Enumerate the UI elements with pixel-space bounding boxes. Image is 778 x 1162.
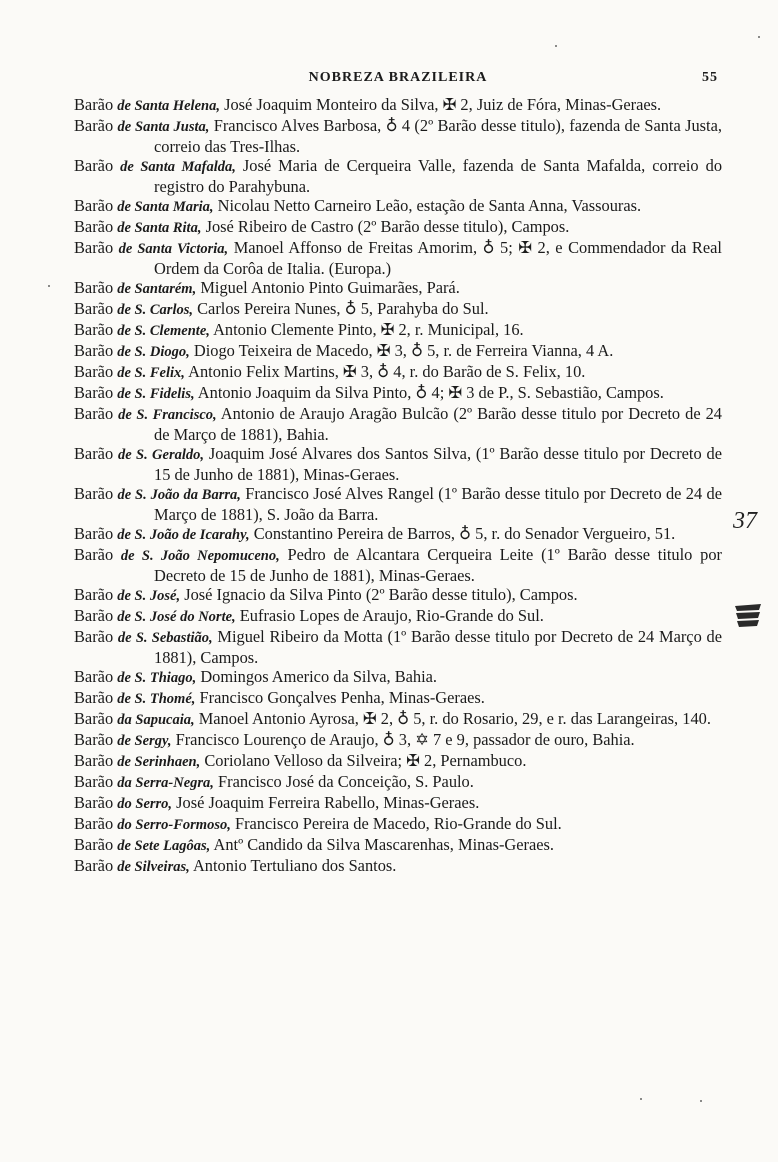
entry: Barão de Santarém, Miguel Antonio Pinto Guimarães, Pará. <box>74 278 460 297</box>
entry: Barão de S. Diogo, Diogo Teixeira de Macedo, ✠ 3, ♁ 5, r. de Ferreira Vianna, 4 A. <box>74 341 614 360</box>
paper-speck <box>640 1098 642 1100</box>
entry: Barão de Santa Mafalda, José Maria de Cerqueira Valle, fazenda de Santa Mafalda, correio do registro do Parahybuna. <box>74 156 723 196</box>
entry: Barão de S. Clemente, Antonio Clemente Pinto, ✠ 2, r. Municipal, 16. <box>74 320 524 339</box>
entry: Barão da Serra-Negra, Francisco José da Conceição, S. Paulo. <box>74 772 474 791</box>
entry: Barão do Serro-Formoso, Francisco Pereira de Macedo, Rio-Grande do Sul. <box>74 814 562 833</box>
entry: Barão de S. João de Icarahy, Constantino Pereira de Barros, ♁ 5, r. do Senador Vergueiro, 51. <box>74 524 676 543</box>
entry: Barão do Serro, José Joaquim Ferreira Rabello, Minas-Geraes. <box>74 793 480 812</box>
entry: Barão de Sete Lagôas, Antº Candido da Silva Mascarenhas, Minas-Geraes. <box>74 835 555 854</box>
entry: Barão de S. Geraldo, Joaquim José Alvares dos Santos Silva, (1º Barão desse titulo por Decreto de 15 de Junho de 1881), Minas-Geraes. <box>74 444 722 484</box>
entry: Barão de Santa Victoria, Manoel Affonso de Freitas Amorim, ♁ 5; ✠ 2, e Commendador da Real Ordem da Corôa de Italia. (Europa.) <box>74 238 722 278</box>
entry: Barão de S. Thomé, Francisco Gonçalves Penha, Minas-Geraes. <box>74 688 485 707</box>
entry: Barão de S. João Nepomuceno, Pedro de Alcantara Cerqueira Leite (1º Barão desse titulo por Decreto de 15 de Junho de 1881), Minas-Geraes. <box>74 545 722 585</box>
entry: Barão de Santa Helena, José Joaquim Monteiro da Silva, ✠ 2, Juiz de Fóra, Minas-Geraes. <box>74 95 662 114</box>
entry: Barão de Silveiras, Antonio Tertuliano dos Santos. <box>74 856 397 875</box>
entry: Barão de S. Sebastião, Miguel Ribeiro da Motta (1º Barão desse titulo por Decreto de 24 Março de 1881), Campos. <box>74 627 722 667</box>
handwritten-margin-note: 37 <box>733 508 757 534</box>
paper-speck <box>48 285 50 287</box>
entry: Barão de S. Francisco, Antonio de Araujo Aragão Bulcão (2º Barão desse titulo por Decreto de 24 de Março de 1881), Bahia. <box>74 404 722 444</box>
entry: Barão de S. Felix, Antonio Felix Martins, ✠ 3, ♁ 4, r. do Barão de S. Felix, 10. <box>74 362 586 381</box>
paper-speck <box>700 1100 702 1102</box>
entry: Barão da Sapucaia, Manoel Antonio Ayrosa, ✠ 2, ♁ 5, r. do Rosario, 29, e r. das Larangeiras, 140. <box>74 709 711 728</box>
page-number: 55 <box>702 70 718 85</box>
entry-list <box>74 95 722 877</box>
entry: Barão de S. José, José Ignacio da Silva Pinto (2º Barão desse titulo), Campos. <box>74 585 578 604</box>
entry: Barão de Sergy, Francisco Lourenço de Araujo, ♁ 3, ✡ 7 e 9, passador de ouro, Bahia. <box>74 730 635 749</box>
entry: Barão de Serinhaen, Coriolano Velloso da Silveira; ✠ 2, Pernambuco. <box>74 751 527 770</box>
running-title: NOBREZA BRAZILEIRA <box>308 70 488 85</box>
entry: Barão de S. Fidelis, Antonio Joaquim da Silva Pinto, ♁ 4; ✠ 3 de P., S. Sebastião, Campos. <box>74 383 664 402</box>
entry: Barão de S. Thiago, Domingos Americo da Silva, Bahia. <box>74 667 438 686</box>
entry: Barão de S. Carlos, Carlos Pereira Nunes, ♁ 5, Parahyba do Sul. <box>74 299 489 318</box>
page-header <box>78 70 718 88</box>
entry: Barão de Santa Rita, José Ribeiro de Castro (2º Barão desse titulo), Campos. <box>74 217 570 236</box>
paper-speck <box>555 45 557 47</box>
ink-smudge-icon <box>733 602 763 628</box>
entry: Barão de Santa Justa, Francisco Alves Barbosa, ♁ 4 (2º Barão desse titulo), fazenda de Santa Justa, correio das Tres-Ilhas. <box>74 116 722 156</box>
paper-speck <box>758 36 760 38</box>
entry: Barão de S. João da Barra, Francisco José Alves Rangel (1º Barão desse titulo por Decreto de 24 de Março de 1881), S. João da Barra. <box>74 484 722 524</box>
entry: Barão de S. José do Norte, Eufrasio Lopes de Araujo, Rio-Grande do Sul. <box>74 606 544 625</box>
entry: Barão de Santa Maria, Nicolau Netto Carneiro Leão, estação de Santa Anna, Vassouras. <box>74 196 642 215</box>
